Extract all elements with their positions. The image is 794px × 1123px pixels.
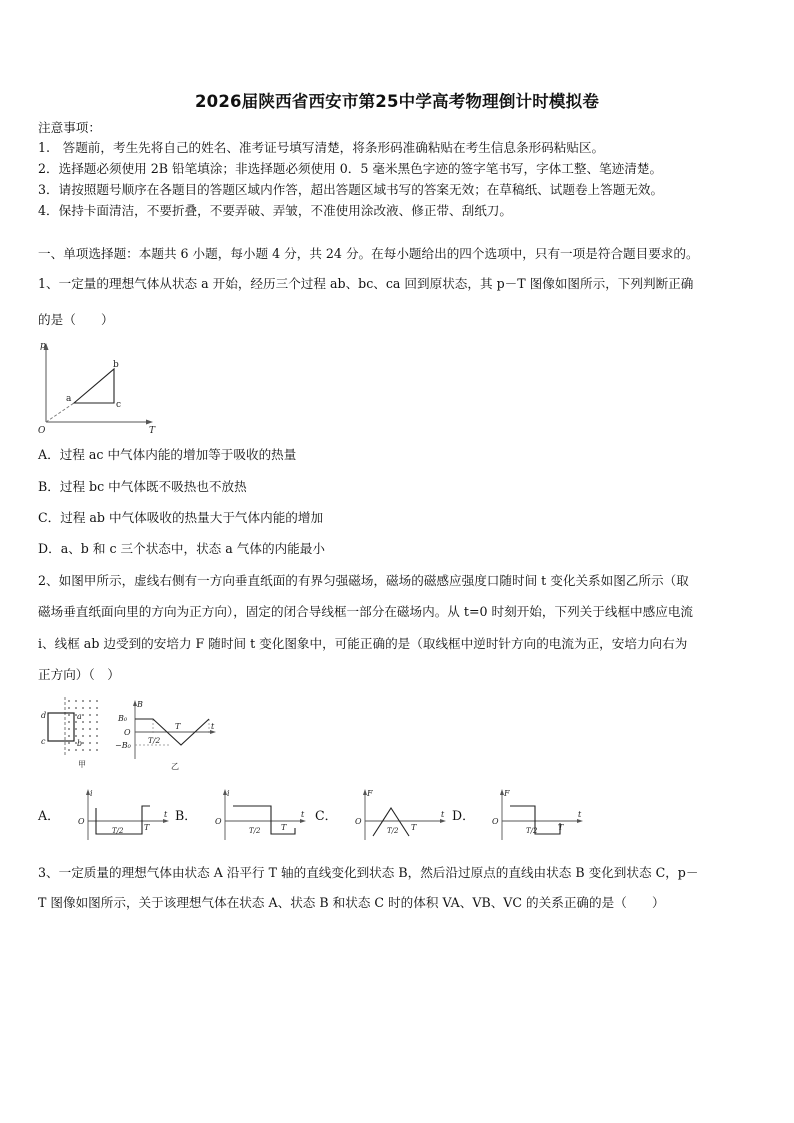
q2-option-letter: C． (315, 808, 338, 823)
field-dot (75, 728, 77, 730)
q2-option-letter: B． (175, 808, 197, 823)
q2-option-graph (74, 788, 174, 844)
option-half-period: T/2 (249, 827, 261, 835)
field-dot (68, 707, 70, 709)
page-title: 2026届陕西省西安市第25中学高考物理倒计时模拟卷 (194, 92, 600, 111)
field-dot (89, 749, 91, 751)
q2-figure-yi (115, 699, 220, 771)
q2-jia-b: b (77, 739, 83, 748)
option-period: T (144, 823, 150, 832)
q1-pt-graph (38, 340, 158, 435)
q2-jia-a: a (77, 712, 82, 721)
option-origin: O (215, 817, 222, 826)
q2-jia-caption: 甲 (78, 760, 86, 769)
q2-yi-period: T (175, 722, 181, 731)
field-dot (89, 700, 91, 702)
option-axis-label: F (504, 789, 510, 798)
field-dot (68, 749, 70, 751)
q2-yi-neg-b0: −B₀ (115, 741, 131, 750)
field-dot (96, 700, 98, 702)
q2-stem-line2: 磁场垂直纸面向里的方向为正方向），固定的闭合导线框一部分在磁场内。从 t=0 时刻开始，下列关于线框中感应电流 (38, 604, 694, 619)
field-dot (96, 728, 98, 730)
field-dot (68, 742, 70, 744)
field-dot (82, 735, 84, 737)
q2-option-graph (488, 788, 588, 844)
q2-stem-line4: 正方向）（ ） (38, 667, 120, 682)
option-half-period: T/2 (112, 827, 124, 835)
option-axis-label: i (90, 789, 93, 798)
field-dot (68, 721, 70, 723)
field-dot (82, 714, 84, 716)
field-dot (96, 707, 98, 709)
q1-axis-p: p (40, 341, 46, 351)
option-axis-t: t (441, 810, 445, 819)
q2-figure-jia (38, 695, 108, 770)
field-dot (96, 749, 98, 751)
field-dot (82, 742, 84, 744)
option-origin: O (355, 817, 362, 826)
q2-stem-line1: 2、如图甲所示，虚线右侧有一方向垂直纸面的有界匀强磁场，磁场的磁感应强度口随时间 t 变化关系如图乙所示（取 (38, 573, 689, 588)
notice-item: 4．保持卡面清洁，不要折叠，不要弄破、弄皱，不准使用涂改液、修正带、刮纸刀。 (38, 203, 512, 218)
field-dot (89, 742, 91, 744)
x-axis-arrow (440, 819, 446, 823)
field-dot (82, 728, 84, 730)
option-period: T (281, 823, 287, 832)
field-dot (89, 735, 91, 737)
q1-axis-t: T (149, 426, 156, 436)
notice-heading: 注意事项： (38, 120, 101, 135)
q2-yi-axis-t: t (211, 722, 215, 731)
field-dot (68, 735, 70, 737)
q2-jia-c: c (41, 737, 46, 746)
field-dot (75, 700, 77, 702)
q2-option-graph (211, 788, 311, 844)
q3-stem-line2: T 图像如图所示，关于该理想气体在状态 A、状态 B 和状态 C 时的体积 VA、VB、VC 的关系正确的是（ ） (38, 895, 665, 910)
x-axis-arrow (577, 819, 583, 823)
option-axis-t: t (578, 810, 582, 819)
field-dot (82, 700, 84, 702)
q1-option-c: C．过程 ab 中气体吸收的热量大于气体内能的增加 (38, 510, 324, 525)
q2-jia-d: d (41, 711, 47, 720)
q3-stem-line1: 3、一定质量的理想气体由状态 A 沿平行 T 轴的直线变化到状态 B，然后沿过原点的直线由状态 B 变化到状态 C，p－ (38, 865, 699, 880)
field-dot (89, 721, 91, 723)
option-origin: O (492, 817, 499, 826)
q2-option-letter: A． (38, 808, 60, 823)
notice-item: 3．请按照题号顺序在各题目的答题区域内作答，超出答题区域书写的答案无效；在草稿纸、试题卷上答题无效。 (38, 182, 664, 197)
notice-item: 2．选择题必须使用 2B 铅笔填涂；非选择题必须使用 0．5 毫米黑色字迹的签字笔书写，字体工整、笔迹清楚。 (38, 161, 663, 176)
option-axis-label: F (367, 789, 373, 798)
option-axis-label: i (227, 789, 230, 798)
field-dot (82, 707, 84, 709)
q2-option-letter: D． (452, 808, 475, 823)
field-dot (89, 707, 91, 709)
field-dot (89, 728, 91, 730)
option-period: T (558, 823, 564, 832)
field-dot (68, 728, 70, 730)
q1-stem-line2: 的是（ ） (38, 312, 114, 327)
field-dot (82, 749, 84, 751)
field-dot (96, 714, 98, 716)
option-half-period: T/2 (387, 827, 399, 835)
option-axis-t: t (301, 810, 305, 819)
field-dot (75, 707, 77, 709)
q1-point-a: a (66, 394, 72, 404)
section-heading: 一、单项选择题：本题共 6 小题，每小题 4 分，共 24 分。在每小题给出的四个选项中，只有一项是符合题目要求的。 (38, 246, 699, 261)
field-dot (89, 714, 91, 716)
field-dot (82, 721, 84, 723)
q2-yi-caption: 乙 (171, 762, 179, 771)
notice-item: 1. 答题前，考生先将自己的姓名、准考证号填写清楚，将条形码准确粘贴在考生信息条形码粘贴区。 (38, 140, 605, 155)
q2-option-graph (351, 788, 451, 844)
field-dot (68, 714, 70, 716)
q1-point-c: c (116, 400, 122, 410)
x-axis-arrow (300, 819, 306, 823)
x-axis-arrow (163, 819, 169, 823)
q1-stem-line1: 1、一定量的理想气体从状态 a 开始，经历三个过程 ab、bc、ca 回到原状态，其 p－T 图像如图所示，下列判断正确 (38, 276, 694, 291)
q2-yi-origin: O (124, 728, 131, 737)
q2-stem-line3: i、线框 ab 边受到的安培力 F 随时间 t 变化图象中，可能正确的是（取线框中逆时针方向的电流为正，安培力向右为 (38, 636, 688, 651)
q1-option-a: A．过程 ac 中气体内能的增加等于吸收的热量 (38, 447, 297, 462)
field-dot (96, 742, 98, 744)
field-dot (96, 721, 98, 723)
q1-point-b: b (113, 360, 119, 370)
field-dot (96, 735, 98, 737)
q1-option-b: B．过程 bc 中气体既不吸热也不放热 (38, 479, 247, 494)
option-origin: O (78, 817, 85, 826)
q2-yi-half-t: T/2 (148, 736, 161, 745)
field-dot (75, 735, 77, 737)
q2-yi-b0: B₀ (118, 714, 128, 723)
option-period: T (411, 823, 417, 832)
q1-origin: O (38, 426, 46, 436)
q2-yi-axis-b: B (137, 700, 143, 709)
field-dot (75, 749, 77, 751)
q1-option-d: D．a、b 和 c 三个状态中，状态 a 气体的内能最小 (38, 541, 325, 556)
option-half-period: T/2 (526, 827, 538, 835)
option-axis-t: t (164, 810, 168, 819)
field-dot (68, 700, 70, 702)
field-dot (75, 721, 77, 723)
